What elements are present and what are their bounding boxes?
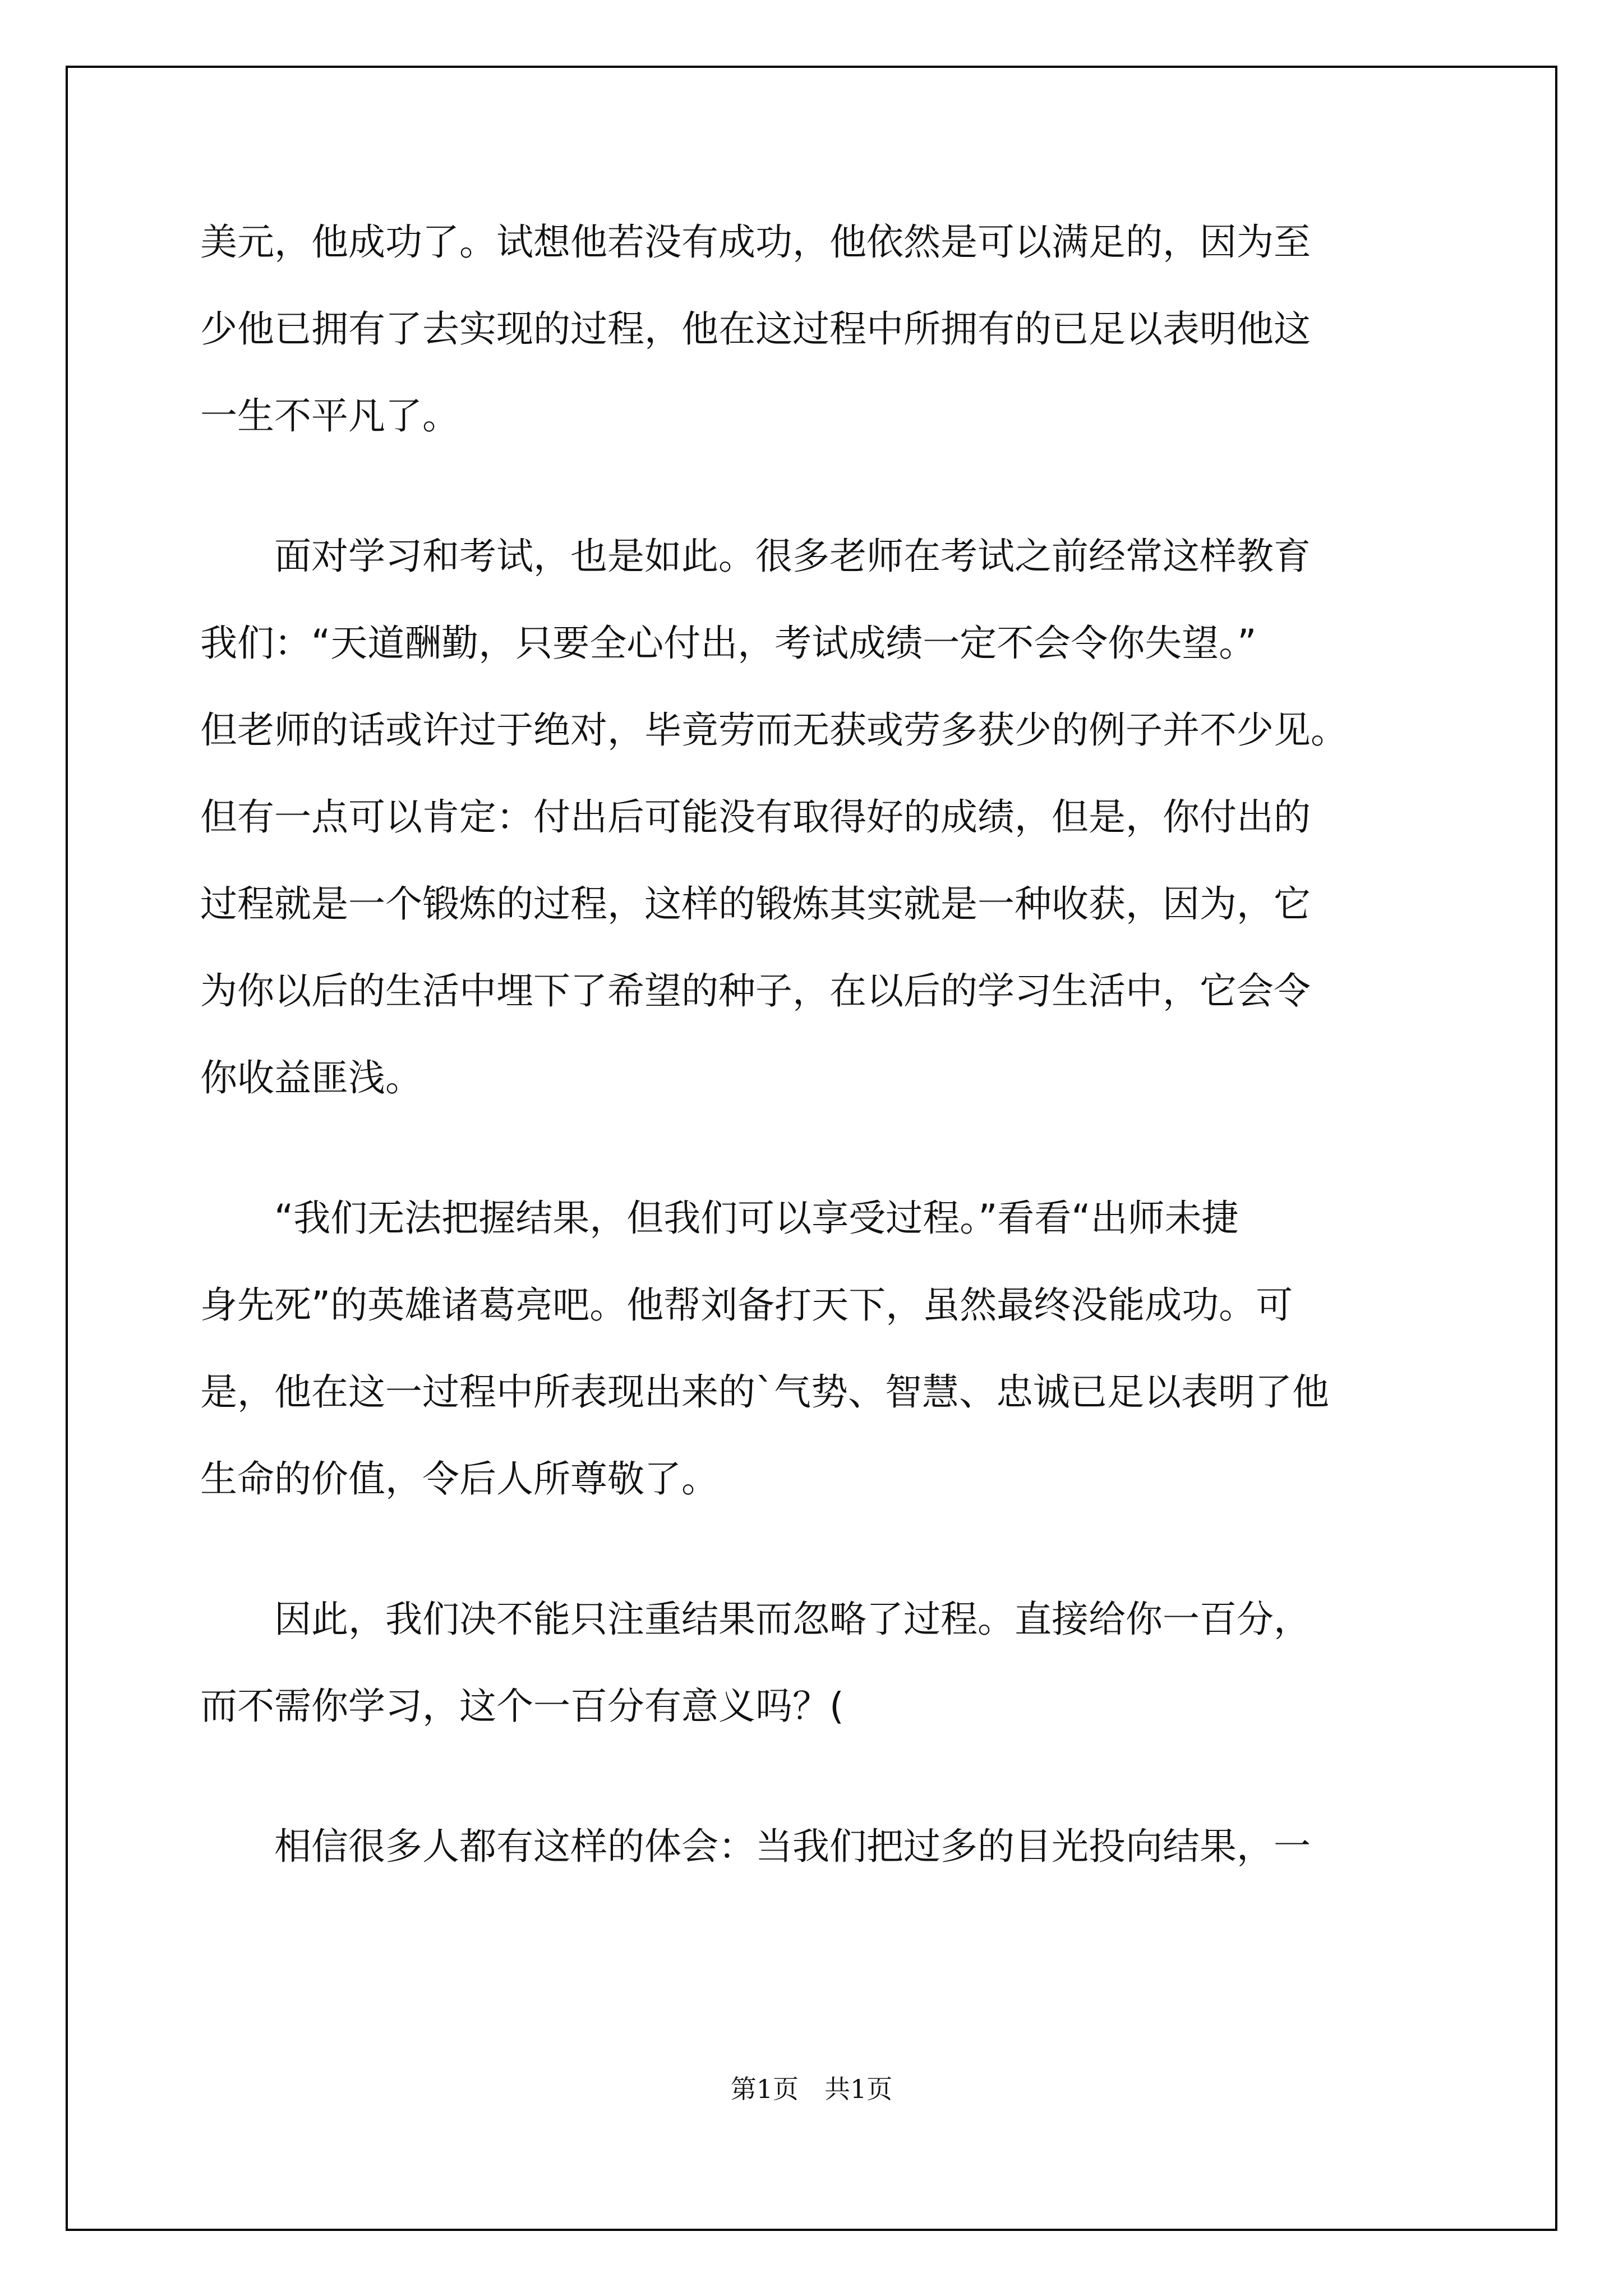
page-border [66,66,1557,2231]
text-line: 美元，他成功了。试想他若没有成功，他依然是可以满足的，因为至 [200,220,1311,264]
page-footer: 第1页 共1页 [730,2074,893,2104]
text-line: 我们：“天道酬勤，只要全心付出，考试成绩一定不会令你失望。” [200,622,1257,665]
text-line: 但有一点可以肯定：付出后可能没有取得好的成绩，但是，你付出的 [200,795,1311,839]
text-line: 因此，我们决不能只注重结果而忽略了过程。直接给你一百分， [274,1598,1311,1641]
text-line: 为你以后的生活中埋下了希望的种子，在以后的学习生活中，它会令 [200,969,1311,1013]
text-line: 少他已拥有了去实现的过程，他在这过程中所拥有的已足以表明他这 [200,307,1311,351]
text-line: 但老师的话或许过于绝对，毕竟劳而无获或劳多获少的例子并不少见。 [200,708,1348,752]
text-line: 一生不平凡了。 [200,394,459,438]
text-line: 过程就是一个锻炼的过程，这样的锻炼其实就是一种收获，因为，它 [200,882,1311,926]
text-line: 生命的价值，令后人所尊敬了。 [200,1457,718,1501]
text-line: 是，他在这一过程中所表现出来的`气势、智慧、忠诚已足以表明了他 [200,1370,1329,1414]
text-line: 面对学习和考试，也是如此。很多老师在考试之前经常这样教育 [274,535,1311,578]
text-line: “我们无法把握结果，但我们可以享受过程。”看看“出师未捷 [274,1197,1239,1240]
text-line: 而不需你学习，这个一百分有意义吗？( [200,1685,844,1728]
text-line: 相信很多人都有这样的体会：当我们把过多的目光投向结果，一 [274,1825,1311,1868]
text-line: 你收益匪浅。 [200,1056,422,1099]
text-line: 身先死”的英雄诸葛亮吧。他帮刘备打天下，虽然最终没能成功。可 [200,1283,1293,1327]
